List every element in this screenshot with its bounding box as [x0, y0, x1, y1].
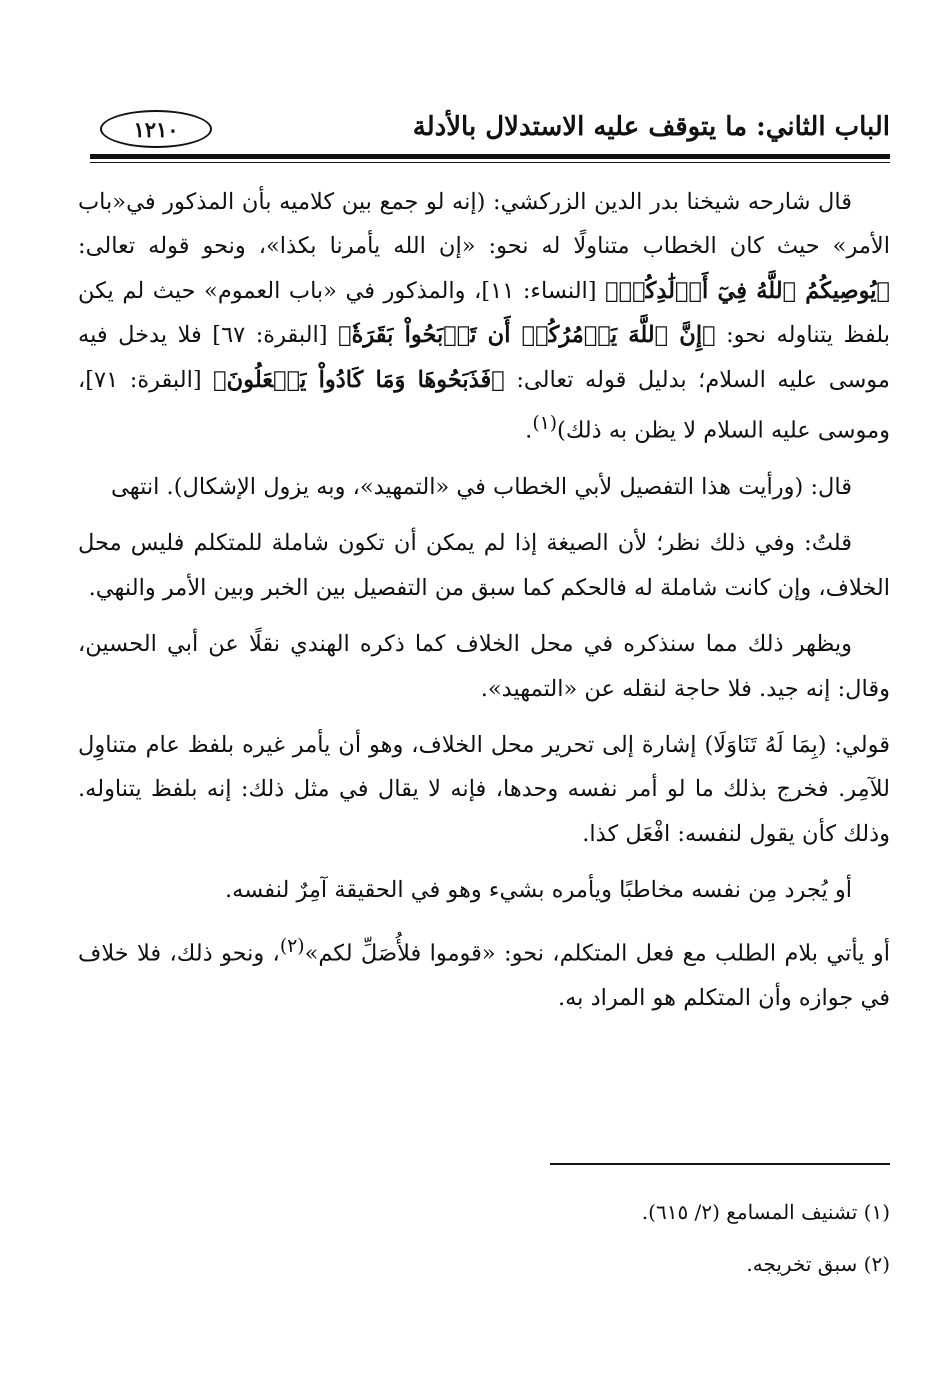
paragraph-1 — [78, 180, 890, 453]
footnote-separator — [550, 1163, 890, 1165]
footnote-2: (٢) سبق تخريجه. — [746, 1252, 890, 1276]
paragraph-1-text-e: . — [525, 417, 533, 444]
paragraph-7-text-a: أو يأتي بلام الطلب مع فعل المتكلم، نحو: «قوموا فلأُصَلِّ لكم» — [304, 940, 890, 967]
quran-verse-2: ﴿إِنَّ ٱللَّهَ يَأۡمُرُكُمۡ أَن تَذۡبَحُواْ بَقَرَةٗ﴾ — [338, 322, 716, 349]
quran-verse-3: ﴿فَذَبَحُوهَا وَمَا كَادُواْ يَفۡعَلُونَ﴾ — [213, 366, 505, 393]
paragraph-1-text-a: قال شارحه شيخنا بدر الدين الزركشي: (إنه لو جمع بين كلاميه بأن المذكور في«باب الأمر» حيث كان الخطاب متناولًا له نحو: «إن الله يأمرنا بكذا»، ونحو قوله تعالى: — [78, 189, 890, 260]
paragraph-4: ويظهر ذلك مما سنذكره في محل الخلاف كما ذكره الهندي نقلًا عن أبي الحسين، وقال: إنه جيد. فلا حاجة لنقله عن «التمهيد». — [78, 631, 890, 702]
page-number: ١٢١٠ — [100, 110, 212, 148]
paragraph-3: قلتُ: وفي ذلك نظر؛ لأن الصيغة إذا لم يمكن أن تكون شاملة للمتكلم فليس محل الخلاف، وإن كانت شاملة له فالحكم كما سبق من التفصيل بين الخبر وبين الأمر والنهي. — [78, 530, 890, 601]
paragraph-5: قولي: (بِمَا لَهُ تَنَاوَلَا) إشارة إلى تحرير محل الخلاف، وهو أن يأمر غيره بلفظ عام متناوِل للآمِر. فخرج بذلك ما لو أمر نفسه وحدها، فإنه لا يقال في مثل ذلك: إنه بلفظ يتناوله. وذلك كأن يقول لنفسه: افْعَل كذا. — [78, 731, 890, 847]
main-text — [78, 180, 890, 1032]
paragraph-7-text-b: ، ونحو ذلك، فلا خلاف في جوازه وأن المتكلم هو المراد به. — [78, 940, 890, 1011]
paragraph-1-text-c: [البقرة: ٦٧] فلا يدخل فيه موسى عليه السلام؛ بدليل قوله تعالى: — [78, 322, 890, 393]
running-title: الباب الثاني: ما يتوقف عليه الاستدلال بالأدلة — [412, 112, 890, 142]
header-rule-thick — [90, 154, 890, 159]
paragraph-6: أو يُجرد مِن نفسه مخاطبًا ويأمره بشيء وهو في الحقيقة آمِرٌ لنفسه. — [224, 877, 852, 904]
paragraph-1-text-d: [البقرة: ٧١]، وموسى عليه السلام لا يظن به ذلك) — [78, 366, 890, 444]
paragraph-1-text-b: [النساء: ١١]، والمذكور في «باب العموم» حيث لم يكن بلفظ يتناوله نحو: — [78, 277, 890, 349]
footnote-ref-1[interactable]: (١) — [532, 413, 558, 435]
page-header — [90, 108, 890, 148]
footnotes — [400, 1190, 890, 1294]
header-rule-thin — [90, 162, 890, 163]
quran-verse-1: ﴿يُوصِيكُمُ ٱللَّهُ فِيٓ أَوۡلَٰدِكُمۡ﴾ — [605, 277, 890, 304]
footnote-ref-2[interactable]: (٢) — [279, 935, 305, 957]
footnote-1: (١) تشنيف المسامع (٢/ ٦١٥). — [641, 1200, 890, 1224]
paragraph-7 — [78, 925, 890, 1020]
paragraph-2: قال: (ورأيت هذا التفصيل لأبي الخطاب في «التمهيد»، وبه يزول الإشكال). انتهى — [110, 473, 852, 500]
